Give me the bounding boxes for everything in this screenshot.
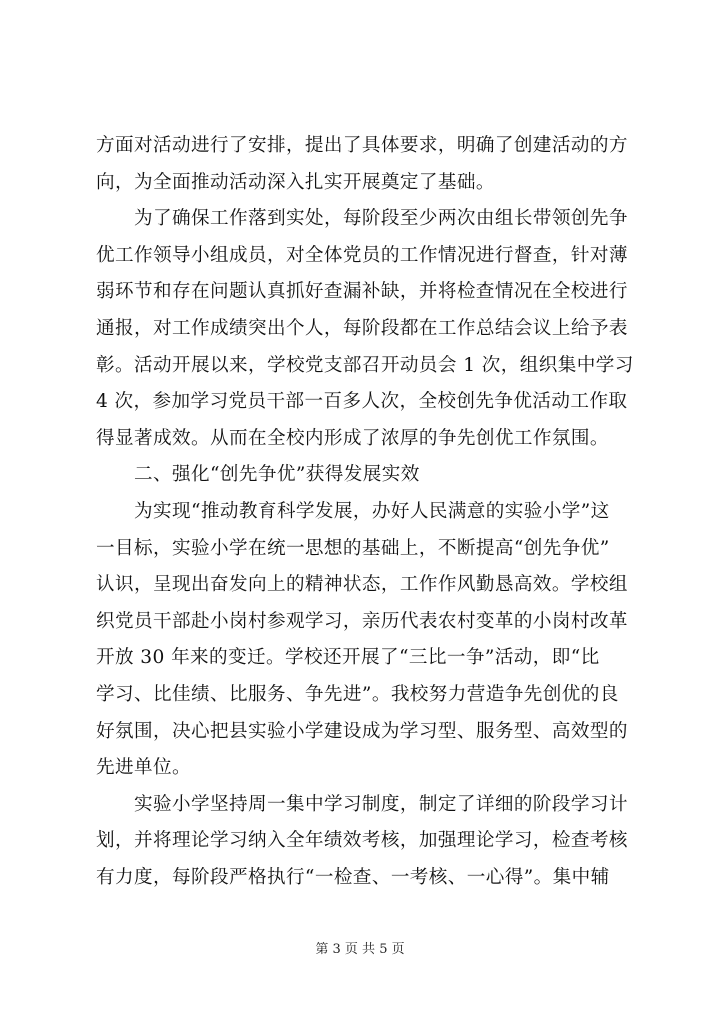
text-line: 方面对活动进行了安排，提出了具体要求，明确了创建活动的方 (96, 135, 628, 156)
text-line: 4 次，参加学习党员干部一百多人次，全校创先争优活动工作取 (96, 391, 628, 413)
text-line: 为了确保工作落到实处，每阶段至少两次由组长带领创先争 (134, 208, 628, 230)
text-line: 为实现“推动教育科学发展，办好人民满意的实验小学”这 (134, 500, 610, 522)
section-heading (96, 457, 656, 494)
paragraph-goal (96, 494, 656, 787)
page-number-footer: 第 3 页 共 5 页 (315, 942, 405, 957)
text-line: 有力度，每阶段严格执行“一检查、一考核、一心得”。集中辅 (96, 866, 610, 888)
text-line: 二、强化“创先争优”获得发展实效 (134, 464, 420, 486)
text-line: 开放 30 年来的变迁。学校还开展了“三比一争”活动，即“比 (96, 647, 600, 669)
text-line: 实验小学坚持周一集中学习制度，制定了详细的阶段学习计 (134, 793, 628, 815)
text-line: 弱环节和存在问题认真抓好查漏补缺，并将检查情况在全校进行 (96, 281, 628, 303)
text-line: 先进单位。 (96, 757, 191, 779)
document-body (96, 128, 656, 896)
text-line: 彰。活动开展以来，学校党支部召开动员会 1 次，组织集中学习 (96, 354, 634, 376)
paragraph-supervision (96, 201, 656, 457)
text-line: 划，并将理论学习纳入全年绩效考核，加强理论学习，检查考核 (96, 830, 628, 852)
text-line: 学习、比佳绩、比服务、争先进”。我校努力营造争先创优的良 (96, 683, 619, 705)
paragraph-study-system (96, 787, 656, 897)
text-line: 通报，对工作成绩突出个人，每阶段都在工作总结会议上给予表 (96, 317, 628, 339)
text-line: 得显著成效。从而在全校内形成了浓厚的争先创优工作氛围。 (96, 427, 609, 449)
text-line: 一目标，实验小学在统一思想的基础上，不断提高“创先争优” (96, 537, 610, 559)
text-line: 优工作领导小组成员，对全体党员的工作情况进行督查，针对薄 (96, 244, 628, 266)
paragraph-continued (96, 128, 656, 201)
text-line: 好氛围，决心把县实验小学建设成为学习型、服务型、高效型的 (96, 720, 628, 742)
text-line: 认识，呈现出奋发向上的精神状态，工作作风勤恳高效。学校组 (96, 574, 628, 596)
text-line: 向，为全面推动活动深入扎实开展奠定了基础。 (96, 171, 495, 193)
text-line: 织党员干部赴小岗村参观学习，亲历代表农村变革的小岗村改革 (96, 610, 628, 632)
